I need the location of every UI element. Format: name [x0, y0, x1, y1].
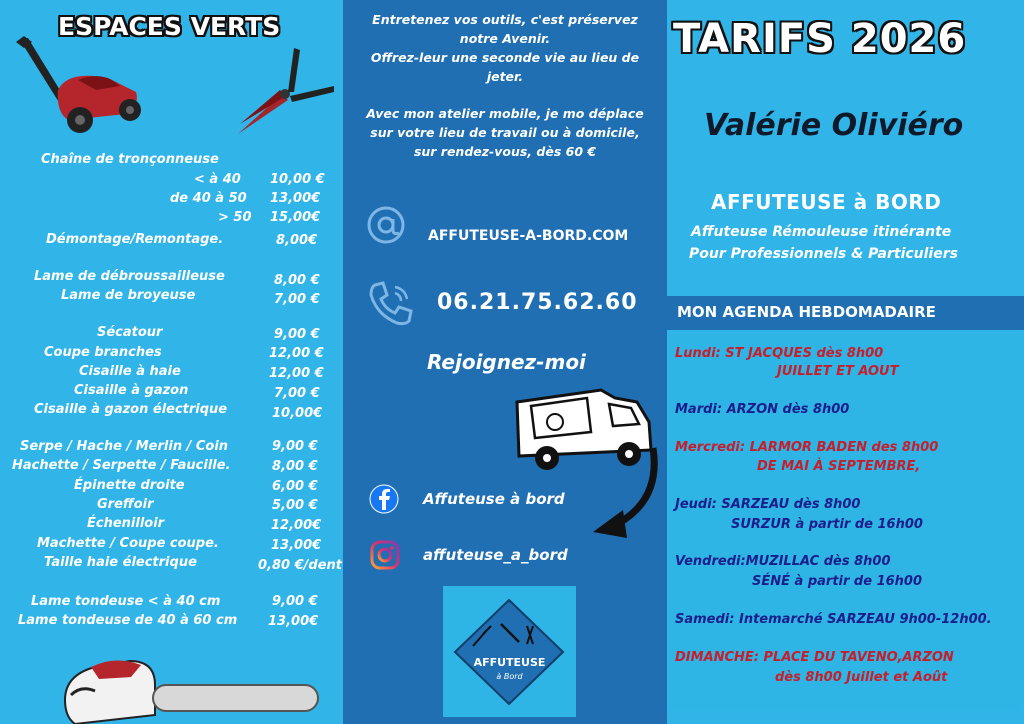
arrow-icon	[583, 440, 667, 544]
left-panel	[0, 0, 343, 724]
price-value: 13,00€	[271, 538, 322, 553]
price-value: 0,80 €/dent	[258, 558, 342, 573]
logo-diamond-icon	[443, 586, 576, 717]
price-label: Lame de débroussailleuse	[34, 269, 225, 284]
agenda-wednesday: Mercredi: LARMOR BADEN des 8h00	[675, 440, 939, 455]
intro-line: Avec mon atelier mobile, je mo déplace	[366, 106, 644, 121]
intro-line: sur votre lieu de travail ou à domicile,	[370, 125, 640, 140]
price-label: Coupe branches	[44, 345, 162, 360]
price-label: Serpe / Hache / Merlin / Coin	[20, 439, 229, 454]
price-value: 8,00 €	[274, 273, 320, 288]
middle-panel	[343, 0, 667, 724]
phone-number[interactable]: 06.21.75.62.60	[437, 290, 638, 315]
agenda-title: MON AGENDA HEBDOMADAIRE	[677, 303, 936, 321]
price-value: 7,00 €	[274, 386, 320, 401]
intro-line: jeter.	[486, 69, 524, 84]
price-label: Machette / Coupe coupe.	[37, 536, 219, 551]
price-value: 5,00 €	[272, 498, 318, 513]
price-value: 9,00 €	[272, 594, 318, 609]
agenda-sunday: DIMANCHE: PLACE DU TAVENO,ARZON	[675, 650, 954, 665]
instagram-icon	[369, 539, 401, 571]
price-label: Lame tondeuse de 40 à 60 cm	[18, 613, 238, 628]
price-label: Hachette / Serpette / Faucille.	[12, 458, 231, 473]
agenda-thursday-note: SURZUR à partir de 16h00	[731, 517, 923, 532]
website-link[interactable]: AFFUTEUSE-A-BORD.COM	[428, 228, 629, 244]
intro-text	[343, 10, 667, 161]
tagline-2: Pour Professionnels & Particuliers	[689, 246, 958, 262]
agenda-friday-note: SÉNÉ à partir de 16h00	[752, 574, 923, 589]
espaces-verts-title: ESPACES VERTS	[58, 12, 281, 41]
agenda-monday-note: JUILLET ET AOUT	[777, 364, 899, 379]
tarifs-title: TARIFS 2026	[673, 16, 967, 62]
right-panel	[667, 0, 1024, 724]
agenda-sunday-note: dès 8h00 Juillet et Août	[775, 670, 948, 685]
price-label: Greffoir	[97, 497, 154, 512]
agenda-wednesday-note: DE MAI À SEPTEMBRE,	[757, 459, 921, 474]
join-heading: Rejoignez-moi	[427, 350, 586, 374]
price-label: Lame de broyeuse	[61, 288, 196, 303]
price-label: Lame tondeuse < à 40 cm	[31, 594, 221, 609]
agenda-friday: Vendredi:MUZILLAC dès 8h00	[675, 554, 891, 569]
price-value: 10,00€	[272, 406, 323, 421]
tagline-1: Affuteuse Rémouleuse itinérante	[691, 224, 952, 240]
facebook-link[interactable]: Affuteuse à bord	[423, 490, 565, 508]
price-value: 12,00 €	[269, 346, 324, 361]
agenda-list	[669, 334, 1022, 710]
price-value: 12,00€	[271, 518, 322, 533]
chainsaw-icon	[55, 655, 320, 724]
logo-title: AFFUTEUSE	[473, 656, 546, 669]
price-label: > 50	[218, 210, 252, 225]
price-label: Cisaille à gazon	[74, 383, 189, 398]
facebook-icon	[369, 484, 399, 514]
price-value: 6,00 €	[272, 479, 318, 494]
intro-line: Offrez-leur une seconde vie au lieu de	[370, 50, 640, 65]
price-value: 7,00 €	[274, 292, 320, 307]
logo	[443, 586, 576, 717]
price-value: 9,00 €	[272, 439, 318, 454]
phone-icon	[365, 279, 413, 327]
agenda-tuesday: Mardi: ARZON dès 8h00	[675, 402, 850, 417]
price-label: Sécatour	[97, 325, 163, 340]
agenda-header	[667, 296, 1024, 330]
price-label: Cisaille à gazon électrique	[34, 402, 228, 417]
price-value: 9,00 €	[274, 327, 320, 342]
intro-line: sur rendez-vous, dès 60 €	[413, 144, 597, 159]
price-label: Épinette droite	[74, 478, 185, 493]
price-label: Démontage/Remontage.	[46, 232, 224, 247]
price-value: 8,00€	[276, 233, 318, 248]
brand-name: AFFUTEUSE à BORD	[711, 190, 942, 214]
owner-name: Valérie Oliviéro	[704, 108, 964, 143]
price-value: 8,00 €	[272, 459, 318, 474]
hedge-shears-icon	[230, 42, 340, 140]
price-label: Échenilloir	[87, 516, 165, 531]
price-label: Chaîne de tronçonneuse	[41, 152, 219, 167]
price-label: de 40 à 50	[170, 191, 247, 206]
agenda-thursday: Jeudi: SARZEAU dès 8h00	[675, 497, 861, 512]
price-label: < à 40	[194, 172, 241, 187]
at-sign-icon	[365, 204, 407, 246]
price-value: 12,00 €	[269, 366, 324, 381]
price-value: 10,00 €	[270, 172, 325, 187]
price-label: Taille haie électrique	[44, 555, 197, 570]
price-value: 13,00€	[270, 191, 321, 206]
price-value: 13,00€	[268, 614, 319, 629]
intro-line: Entretenez vos outils, c'est préservez	[372, 12, 638, 27]
instagram-link[interactable]: affuteuse_a_bord	[423, 546, 568, 564]
agenda-monday: Lundi: ST JACQUES dès 8h00	[675, 346, 884, 361]
lawn-mower-icon	[8, 30, 148, 135]
intro-line: notre Avenir.	[459, 31, 551, 46]
price-label: Cisaille à haie	[79, 364, 181, 379]
logo-subtitle: à Bord	[496, 672, 523, 681]
agenda-saturday: Samedi: Intemarché SARZEAU 9h00-12h00.	[675, 612, 992, 627]
price-value: 15,00€	[270, 210, 321, 225]
